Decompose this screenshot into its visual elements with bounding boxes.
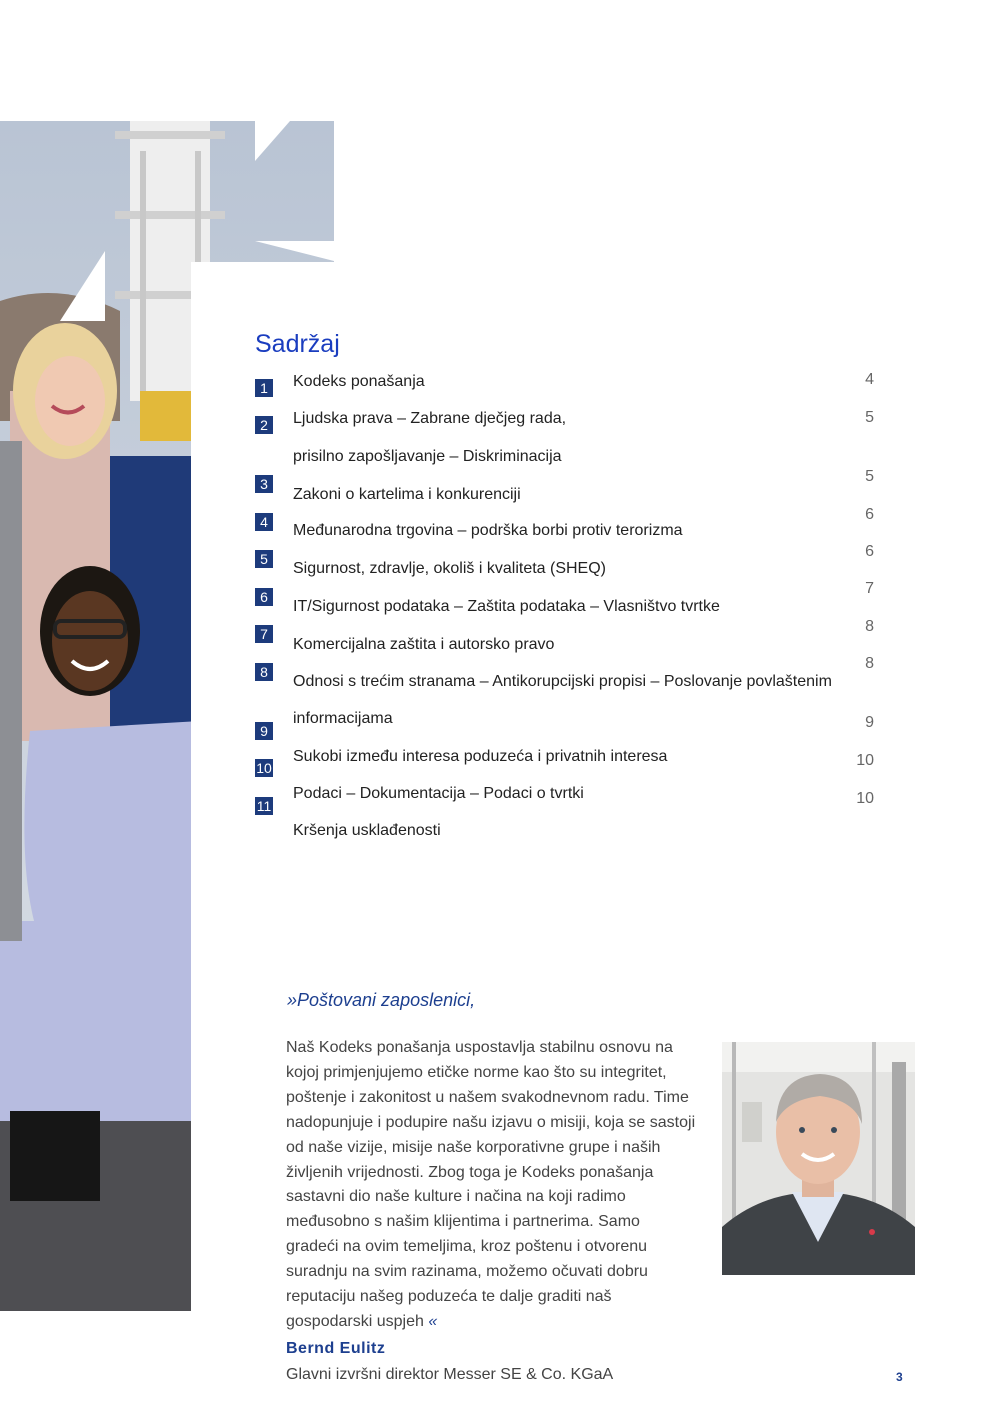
letter-line: reputaciju našeg poduzeća te dalje graditi naš bbox=[286, 1288, 612, 1306]
signer-title: Glavni izvršni direktor Messer SE & Co. KGaA bbox=[286, 1366, 614, 1383]
signer-name: Bernd Eulitz bbox=[286, 1340, 386, 1357]
toc-number-badge: 4 bbox=[255, 513, 273, 531]
letter-line: međusobno s našim klijentima i partnerima. Samo bbox=[286, 1213, 640, 1231]
letter-line: nadopunjuje i podupire našu izjavu o misiji, koja se sastoji bbox=[286, 1113, 696, 1131]
toc-number-badge: 11 bbox=[256, 798, 272, 814]
toc-item-it-sigurnost[interactable]: IT/Sigurnost podataka – Zaštita podataka – Vlasništvo tvrtke bbox=[293, 598, 720, 615]
toc-item-ljudska-prava-cont[interactable]: prisilno zapošljavanje – Diskriminacija bbox=[293, 448, 562, 465]
letter-line: gradeći na ovim temeljima, kroz poštenu i otvorenu bbox=[286, 1238, 648, 1256]
toc-page-number: 5 bbox=[865, 409, 874, 426]
toc-item-krsenja[interactable]: Kršenja usklađenosti bbox=[293, 822, 441, 839]
toc-number-badge: 9 bbox=[255, 722, 273, 740]
toc-number-badge: 10 bbox=[256, 760, 272, 776]
toc-number-badge: 2 bbox=[255, 416, 273, 434]
toc-number-badge: 8 bbox=[255, 663, 273, 681]
letter-last-line bbox=[286, 1310, 721, 1335]
toc-page-number: 8 bbox=[865, 655, 874, 672]
toc-item-ljudska-prava[interactable]: Ljudska prava – Zabrane dječjeg rada, bbox=[293, 410, 567, 427]
toc-item-trgovina[interactable]: Međunarodna trgovina – podrška borbi protiv terorizma bbox=[293, 522, 683, 539]
toc-page-number: 10 bbox=[856, 790, 874, 807]
toc-item-kodeks[interactable]: Kodeks ponašanja bbox=[293, 373, 425, 390]
toc-item-odnosi[interactable]: Odnosi s trećim stranama – Antikorupcijski propisi – Poslovanje povlaštenim bbox=[293, 673, 832, 690]
letter-line: Naš Kodeks ponašanja uspostavlja stabilnu osnovu na bbox=[286, 1039, 673, 1056]
ceo-portrait bbox=[722, 1042, 915, 1275]
toc-number-badge: 1 bbox=[255, 379, 273, 397]
letter-line: življenih vrijednosti. Zbog toga je Kodeks ponašanja bbox=[286, 1163, 654, 1181]
toc-page-number: 10 bbox=[856, 752, 874, 769]
letter-salutation: »Poštovani zaposlenici, bbox=[287, 990, 476, 1010]
toc-page-number: 4 bbox=[865, 371, 874, 388]
toc-number-badge: 6 bbox=[255, 588, 273, 606]
toc-page-number: 7 bbox=[865, 580, 874, 597]
toc-item-odnosi-cont[interactable]: informacijama bbox=[293, 710, 393, 727]
letter-line: gospodarski uspjeh bbox=[286, 1312, 424, 1330]
page-number: 3 bbox=[896, 1370, 903, 1384]
toc-item-podaci[interactable]: Podaci – Dokumentacija – Podaci o tvrtki bbox=[293, 785, 584, 802]
toc-page-number: 8 bbox=[865, 618, 874, 635]
toc-number-badge: 7 bbox=[255, 625, 273, 643]
letter-line: od naše vizije, misije naše korporativne grupe i naših bbox=[286, 1138, 661, 1156]
toc-item-sheq[interactable]: Sigurnost, zdravlje, okoliš i kvaliteta (SHEQ) bbox=[293, 560, 606, 577]
toc-number-badge: 5 bbox=[255, 550, 273, 568]
letter-line: kojoj primjenjujemo etičke norme kao što su integritet, bbox=[286, 1063, 667, 1081]
letter-line: poštenje i zakonitost u našem svakodnevnom radu. Time bbox=[286, 1088, 689, 1106]
toc-page-number: 5 bbox=[865, 468, 874, 485]
toc-page-number: 6 bbox=[865, 543, 874, 560]
toc-page-number: 6 bbox=[865, 506, 874, 523]
toc-title: Sadržaj bbox=[255, 330, 340, 358]
toc-item-zakoni[interactable]: Zakoni o kartelima i konkurenciji bbox=[293, 486, 521, 503]
toc-page-number: 9 bbox=[865, 714, 874, 731]
toc-number-badge: 3 bbox=[255, 475, 273, 493]
toc-item-komercijalna[interactable]: Komercijalna zaštita i autorsko pravo bbox=[293, 636, 555, 653]
toc-item-sukobi[interactable]: Sukobi između interesa poduzeća i privatnih interesa bbox=[293, 748, 668, 765]
closing-quote: « bbox=[428, 1312, 438, 1330]
letter-body bbox=[286, 1036, 721, 1335]
letter-line: sastavni dio naše kulture i načina na koji radimo bbox=[286, 1188, 626, 1206]
letter-line: suradnju na svim razinama, možemo očuvati dobru bbox=[286, 1263, 648, 1281]
